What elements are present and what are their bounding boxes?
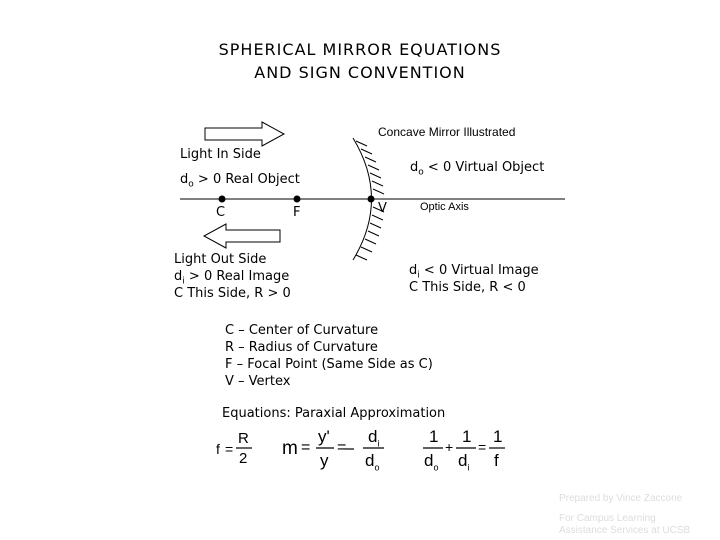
equals-sign: = <box>337 439 347 456</box>
credit-line-3: Assistance Services at UCSB <box>559 525 691 536</box>
equals-sign: = <box>301 439 311 456</box>
legend-item: C – Center of Curvature <box>225 323 379 338</box>
legend-item: F – Focal Point (Same Side as C) <box>225 357 433 372</box>
eq2-numerator-1: y' <box>318 427 330 446</box>
virtual-image-label: $d_i < 0$ Virtual Image <box>409 263 539 281</box>
light-out-label: Light Out Side <box>174 252 267 267</box>
title-line-1: SPHERICAL MIRROR EQUATIONS <box>218 40 502 59</box>
eq1-lhs: f <box>216 441 220 457</box>
real-object-label: $d_o > 0$ Real Object <box>180 172 300 190</box>
legend-item: R – Radius of Curvature <box>225 340 378 355</box>
light-out-arrow <box>204 224 280 248</box>
eq2-numerator-2: $d_i$ <box>368 427 380 449</box>
legend-item: V – Vertex <box>225 374 291 389</box>
vertex-label: V <box>378 201 387 216</box>
center-label: C <box>216 205 226 220</box>
equals-sign: = <box>478 439 487 455</box>
eq2-denominator-1: y <box>320 451 329 470</box>
plus-sign: + <box>445 439 454 455</box>
credit-line-1: Prepared by Vince Zaccone <box>559 493 683 504</box>
eq3-numerator-2: 1 <box>462 427 472 446</box>
light-in-label: Light In Side <box>180 147 261 162</box>
eq3-denominator-2: $d_i$ <box>458 451 470 473</box>
eq1-denominator: 2 <box>239 450 248 467</box>
eq3-numerator-1: 1 <box>429 427 439 446</box>
center-point <box>219 196 226 203</box>
focal-point <box>294 196 301 203</box>
eq2-lhs: m <box>282 438 298 459</box>
eq3-numerator-3: 1 <box>493 427 503 446</box>
title-line-2: AND SIGN CONVENTION <box>254 63 466 82</box>
real-image-label: $d_i > 0$ Real Image <box>174 269 290 287</box>
vertex-point <box>368 196 375 203</box>
light-in-arrow <box>205 122 284 146</box>
equals-sign: = <box>225 441 234 457</box>
eq2-denominator-2: $d_o$ <box>365 451 380 473</box>
optic-axis-label: Optic Axis <box>420 201 469 213</box>
c-this-side-negative: C This Side, R < 0 <box>409 280 526 295</box>
mirror-caption: Concave Mirror Illustrated <box>378 125 516 139</box>
eq3-denominator-3: f <box>494 451 499 470</box>
equations-heading: Equations: Paraxial Approximation <box>222 406 446 421</box>
virtual-object-label: $d_o < 0$ Virtual Object <box>410 160 545 178</box>
credit-line-2: For Campus Learning <box>559 513 656 524</box>
focal-label: F <box>293 205 301 220</box>
eq1-numerator: R <box>238 430 249 447</box>
c-this-side-positive: C This Side, R > 0 <box>174 286 291 301</box>
eq3-denominator-1: $d_o$ <box>424 451 439 473</box>
